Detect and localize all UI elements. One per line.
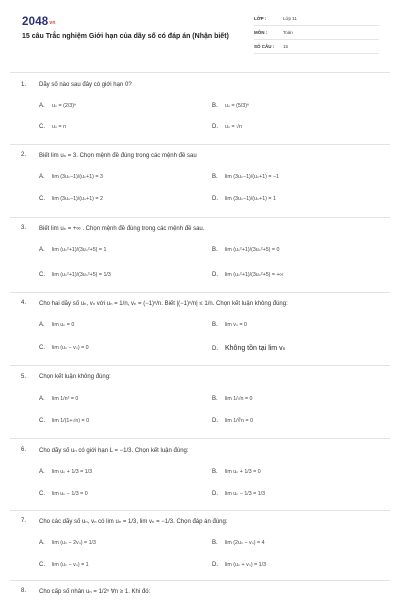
option-label: B. [212,396,218,402]
meta-key: SỐ CÂU : [254,44,275,49]
divider [10,580,390,581]
option-label: D. [212,491,218,497]
option-value: lim uₙ + 1/3 = 0 [225,469,261,475]
option-value: lim 1/n² = 0 [52,396,79,402]
option-b[interactable] [212,396,253,402]
option-label: A. [39,247,45,253]
option-c[interactable] [39,196,103,202]
meta-key: MÔN : [254,30,268,35]
option-label: C. [39,562,45,568]
option-value: lim uₙ − 1/3 = 0 [52,491,88,497]
meta-key: LỚP : [254,16,267,21]
site-logo[interactable] [22,16,56,28]
option-label: C. [39,272,45,278]
option-c[interactable] [39,345,89,351]
option-a[interactable] [39,247,106,253]
question-text: Cho dãy số uₙ có giới hạn L = −1/3. Chọn kết luận đúng: [39,448,189,454]
option-b[interactable] [212,322,247,328]
option-label: B. [212,540,218,546]
question-number: 5. [21,374,27,380]
question-text: Cho cấp số nhân uₙ = 1/2ⁿ ∀n ≥ 1. Khi đó: [39,589,151,595]
option-label: A. [39,469,45,475]
option-label: A. [39,540,45,546]
option-b[interactable] [212,469,261,475]
option-value: uₙ = n [52,124,67,130]
question-number: 8. [21,588,27,594]
divider [10,510,390,511]
question-text: Chọn kết luận không đúng: [39,374,111,380]
divider [10,144,390,145]
option-label: B. [212,174,218,180]
option-value: lim vₙ = 0 [225,322,247,328]
meta-row-count [254,41,379,54]
document-title: 15 câu Trắc nghiệm Giới hạn của dãy số có đáp án (Nhận biết) [22,33,229,40]
option-value: uₙ = (5/3)ⁿ [225,103,249,109]
option-label: B. [212,103,218,109]
option-label: D. [212,346,218,352]
question-number: 1. [21,82,27,88]
option-d[interactable] [212,562,266,568]
option-d[interactable] [212,418,253,424]
divider [10,72,390,73]
option-value: lim (uₙ − 2vₙ) = 1/3 [52,540,96,546]
option-a[interactable] [39,469,92,475]
option-d[interactable] [212,124,242,130]
option-c[interactable] [39,418,89,424]
option-value: uₙ = (2/3)ⁿ [52,103,76,109]
question-text: Dãy số nào sau đây có giới hạn 0? [39,82,132,88]
option-value: lim (uₙ²+1)/(3uₙ²+5) = 0 [225,247,280,253]
option-a[interactable] [39,540,96,546]
option-a[interactable] [39,322,74,328]
option-value: lim 1/√n = 0 [225,396,253,402]
option-c[interactable] [39,562,89,568]
option-c[interactable] [39,272,111,278]
option-value: lim (3uₙ−1)/(uₙ+1) = 2 [52,196,103,202]
divider [10,438,390,439]
option-b[interactable] [212,247,279,253]
option-value: lim (3uₙ−1)/(uₙ+1) = −1 [225,174,279,180]
option-value: lim (uₙ − vₙ) = 1 [52,562,89,568]
option-label: D. [212,272,218,278]
option-value: lim 1/(1+√n) = 0 [52,418,90,424]
option-a[interactable] [39,396,78,402]
option-value: lim (2uₙ − vₙ) = 4 [225,540,265,546]
question-number: 2. [21,152,27,158]
option-value: lim uₙ = 0 [52,322,75,328]
option-value: lim (uₙ − vₙ) = 0 [52,345,89,351]
option-d[interactable] [212,272,283,278]
option-label: C. [39,196,45,202]
option-label: A. [39,174,45,180]
option-label: C. [39,491,45,497]
option-value: lim (3uₙ−1)/(uₙ+1) = 1 [225,196,276,202]
question-text: Cho các dãy số uₙ, vₙ có lim uₙ = 1/3, lim vₙ = −1/3. Chọn đáp án đúng: [39,519,228,525]
option-label: C. [39,124,45,130]
question-number: 7. [21,518,27,524]
option-a[interactable] [39,174,103,180]
option-label: A. [39,322,45,328]
meta-value: Toán [283,30,293,35]
option-label: D. [212,196,218,202]
question-number: 6. [21,447,27,453]
option-value: uₙ = √n [225,124,242,130]
option-d[interactable] [212,344,285,352]
divider [10,365,390,366]
question-number: 3. [21,225,27,231]
meta-value: Lớp 11 [283,16,297,21]
option-label: D. [212,418,218,424]
divider [10,217,390,218]
option-c[interactable] [39,491,88,497]
option-value: lim (uₙ + vₙ) = 1/3 [225,562,267,568]
brand-suffix: vn [49,20,56,26]
option-value: lim uₙ + 1/3 = 1/3 [52,469,93,475]
brand-name: 2048 [22,16,49,28]
option-label: B. [212,247,218,253]
option-a[interactable] [39,103,76,109]
option-label: D. [212,124,218,130]
option-label: A. [39,103,45,109]
meta-value: 15 [283,44,289,49]
question-number: 4. [21,300,27,306]
option-b[interactable] [212,540,265,546]
document-header [0,0,400,70]
question-text: Biết lim uₙ = +∞ . Chọn mệnh đề đúng trong các mệnh đề sau. [39,226,205,232]
option-value: lim 1/∛n = 0 [225,418,253,424]
option-label: C. [39,345,45,351]
option-label: C. [39,418,45,424]
option-label: B. [212,469,218,475]
option-label: D. [212,562,218,568]
option-value: lim uₙ − 1/3 = 1/3 [225,491,266,497]
option-d[interactable] [212,491,265,497]
question-text: Biết lim uₙ = 3. Chọn mệnh đề đúng trong các mệnh đề sau [39,153,197,159]
option-value: lim (3uₙ−1)/(uₙ+1) = 3 [52,174,103,180]
meta-row-class [254,13,379,26]
option-value: lim (uₙ²+1)/(3uₙ²+5) = 1/3 [52,272,111,278]
option-label: A. [39,396,45,402]
option-value: Không tồn tại lim vₙ [225,345,286,352]
option-d[interactable] [212,196,276,202]
option-value: lim (uₙ²+1)/(3uₙ²+5) = 1 [52,247,107,253]
question-text: Cho hai dãy số uₙ, vₙ với uₙ = 1/n, vₙ = (−1)ⁿ/n. Biết |(−1)ⁿ/n| ≤ 1/n. Chọn kết luận không đúng: [39,301,288,307]
option-b[interactable] [212,103,249,109]
option-label: B. [212,322,218,328]
option-value: lim (uₙ²+1)/(3uₙ²+5) = +∞ [225,272,284,278]
divider [10,292,390,293]
meta-row-subject [254,27,379,40]
option-b[interactable] [212,174,279,180]
option-c[interactable] [39,124,66,130]
